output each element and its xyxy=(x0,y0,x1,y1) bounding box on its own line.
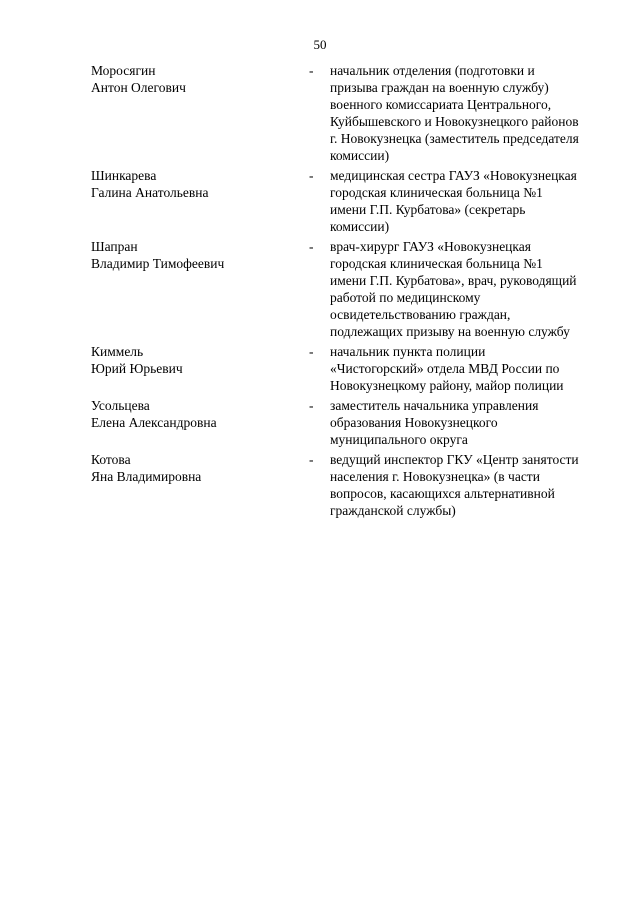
member-dash: - xyxy=(309,239,314,254)
member-name xyxy=(91,167,309,201)
member-surname: Моросягин xyxy=(91,63,156,78)
member-surname: Шапран xyxy=(91,239,138,254)
member-name xyxy=(91,343,309,377)
member-name xyxy=(91,62,309,96)
member-dash: - xyxy=(309,398,314,413)
member-dash: - xyxy=(309,63,314,78)
member-given-names: Антон Олегович xyxy=(91,80,186,95)
member-row xyxy=(91,238,581,340)
member-surname: Шинкарева xyxy=(91,168,157,183)
commission-members-list xyxy=(91,62,581,522)
member-role: врач-хирург ГАУЗ «Новокузнецкая городская клиническая больница №1 имени Г.П. Курбатова», врач, руководящий работой по медицинскому освидетельствованию граждан, подлежащих призыву на военную службу xyxy=(330,239,577,339)
member-dash: - xyxy=(309,168,314,183)
member-surname: Киммель xyxy=(91,344,144,359)
member-row xyxy=(91,451,581,519)
member-given-names: Яна Владимировна xyxy=(91,469,202,484)
member-row xyxy=(91,397,581,448)
member-role: начальник пункта полиции «Чистогорский» отдела МВД России по Новокузнецкому району, майор полиции xyxy=(330,344,564,393)
member-given-names: Галина Анатольевна xyxy=(91,185,209,200)
page-number: 50 xyxy=(313,37,327,52)
member-role: медицинская сестра ГАУЗ «Новокузнецкая городская клиническая больница №1 имени Г.П. Курбатова» (секретарь комиссии) xyxy=(330,168,577,234)
member-given-names: Владимир Тимофеевич xyxy=(91,256,225,271)
member-role: ведущий инспектор ГКУ «Центр занятости населения г. Новокузнецка» (в части вопросов, касающихся альтернативной гражданской службы) xyxy=(330,452,579,518)
member-role: начальник отделения (подготовки и призыва граждан на военную службу) военного комиссариата Центрального, Куйбышевского и Новокузнецкого районов г. Новокузнецка (заместитель председателя комиссии) xyxy=(330,63,579,163)
member-surname: Котова xyxy=(91,452,131,467)
member-row xyxy=(91,343,581,394)
member-row xyxy=(91,62,581,164)
member-name xyxy=(91,238,309,272)
member-dash: - xyxy=(309,452,314,467)
member-given-names: Елена Александровна xyxy=(91,415,217,430)
member-row xyxy=(91,167,581,235)
member-role: заместитель начальника управления образования Новокузнецкого муниципального округа xyxy=(330,398,539,447)
member-surname: Усольцева xyxy=(91,398,150,413)
member-name xyxy=(91,397,309,431)
member-given-names: Юрий Юрьевич xyxy=(91,361,183,376)
member-dash: - xyxy=(309,344,314,359)
member-name xyxy=(91,451,309,485)
